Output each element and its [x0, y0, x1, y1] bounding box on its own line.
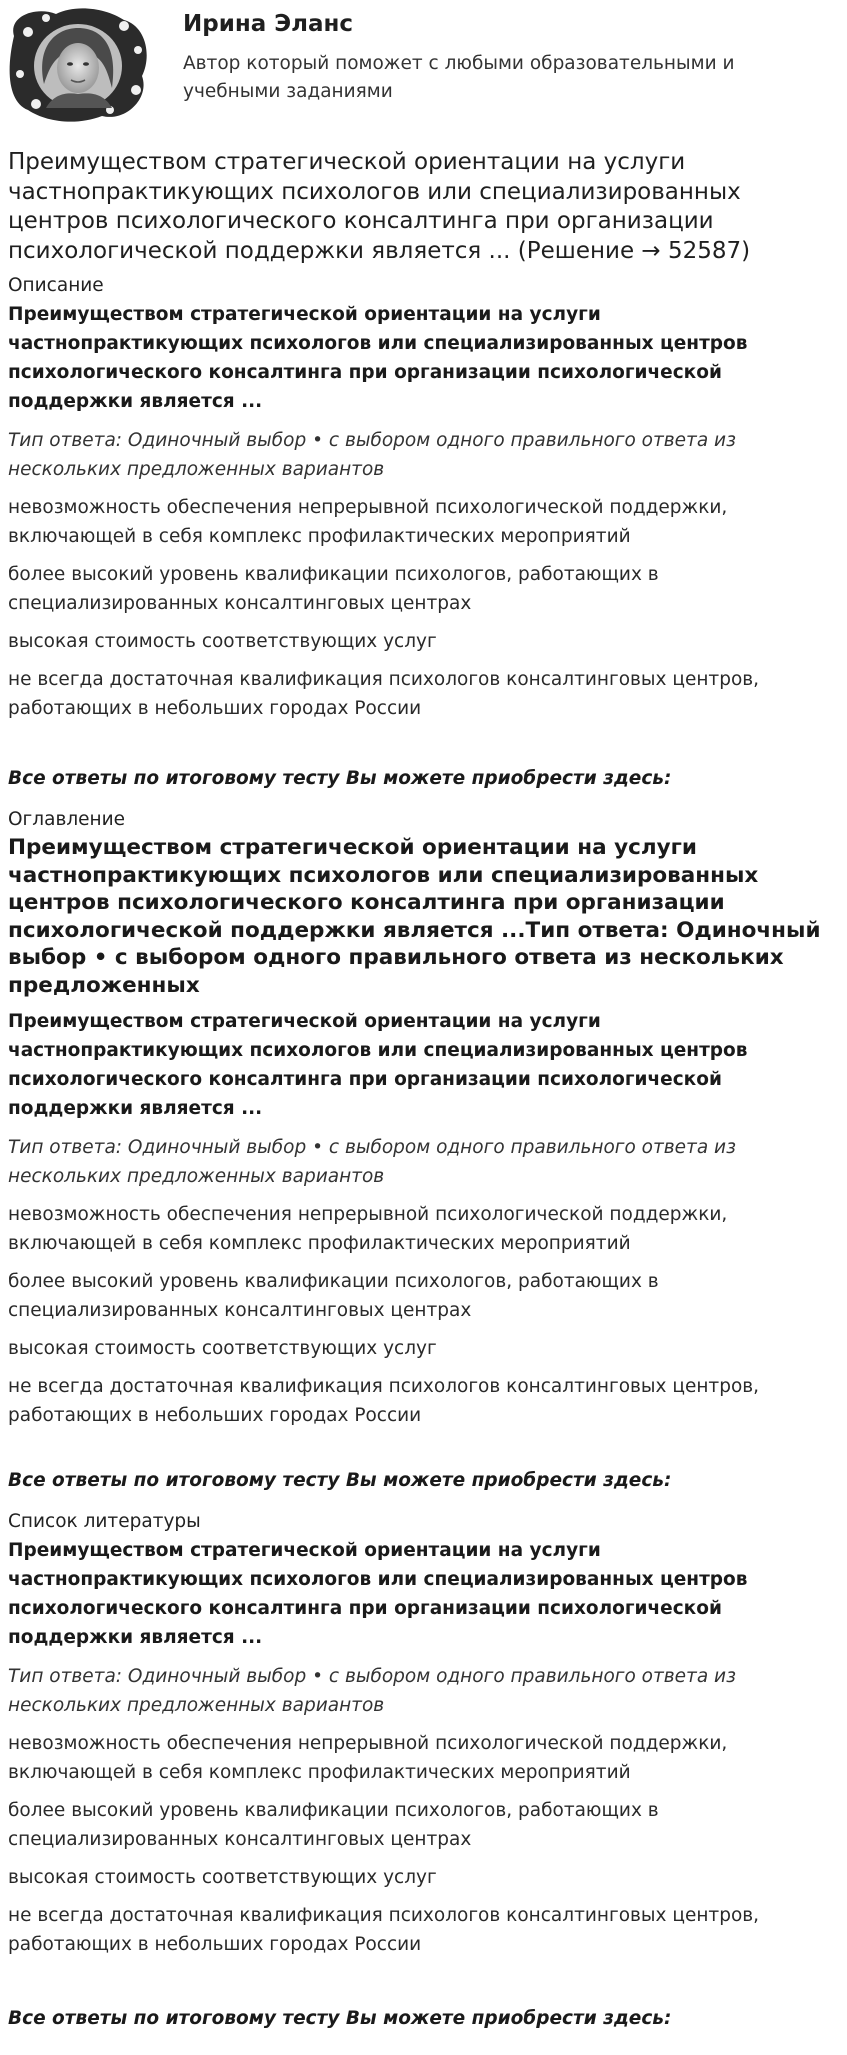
avatar-image: [6, 6, 152, 124]
answer-option: не всегда достаточная квалификация психологов консалтинговых центров, работающих в небольших городах России: [8, 669, 760, 719]
references-section: [8, 1510, 838, 1959]
answer-option: невозможность обеспечения непрерывной психологической поддержки, включающей в себя комплекс профилактических мероприятий: [8, 497, 728, 547]
answer-option: не всегда достаточная квалификация психологов консалтинговых центров, работающих в небольших городах России: [8, 1376, 760, 1426]
answer-option: высокая стоимость соответствующих услуг: [8, 1338, 437, 1359]
section-label: Оглавление: [8, 809, 126, 830]
page-title: Преимуществом стратегической ориентации на услуги частнопрактикующих психологов или специализированных центров психологического консалтинга при организации психологической поддержки является ... (Решение → 52587): [8, 149, 751, 264]
answer-option: высокая стоимость соответствующих услуг: [8, 631, 437, 652]
author-header: [0, 0, 847, 132]
answer-type-text: Тип ответа: Одиночный выбор • с выбором одного правильного ответа из нескольких предложенных вариантов: [8, 430, 736, 480]
buy-answers-link[interactable]: Все ответы по итоговому тесту Вы можете приобрести здесь:: [8, 768, 672, 789]
buy-answers-link[interactable]: Все ответы по итоговому тесту Вы можете приобрести здесь:: [8, 2008, 672, 2029]
answer-option: невозможность обеспечения непрерывной психологической поддержки, включающей в себя комплекс профилактических мероприятий: [8, 1733, 728, 1783]
contents-section: [8, 808, 838, 1430]
question-text: Преимуществом стратегической ориентации на услуги частнопрактикующих психологов или специализированных центров психологического консалтинга при организации психологической поддержки является ...: [8, 1011, 748, 1119]
answer-type-text: Тип ответа: Одиночный выбор • с выбором одного правильного ответа из нескольких предложенных вариантов: [8, 1666, 736, 1716]
author-description: Автор который поможет с любыми образовательными и учебными заданиями: [183, 53, 735, 102]
buy-answers-link[interactable]: Все ответы по итоговому тесту Вы можете приобрести здесь:: [8, 1470, 672, 1491]
answer-type-text: Тип ответа: Одиночный выбор • с выбором одного правильного ответа из нескольких предложенных вариантов: [8, 1137, 736, 1187]
description-section: [8, 274, 838, 723]
answer-option: более высокий уровень квалификации психологов, работающих в специализированных консалтинговых центрах: [8, 1271, 659, 1321]
question-text: Преимуществом стратегической ориентации на услуги частнопрактикующих психологов или специализированных центров психологического консалтинга при организации психологической поддержки является ...: [8, 304, 748, 412]
section-label: Описание: [8, 275, 104, 296]
question-text: Преимуществом стратегической ориентации на услуги частнопрактикующих психологов или специализированных центров психологического консалтинга при организации психологической поддержки является ...: [8, 1540, 748, 1648]
author-photo-avatar[interactable]: [6, 6, 152, 124]
answer-option: более высокий уровень квалификации психологов, работающих в специализированных консалтинговых центрах: [8, 1800, 659, 1850]
answer-option: высокая стоимость соответствующих услуг: [8, 1867, 437, 1888]
answer-option: невозможность обеспечения непрерывной психологической поддержки, включающей в себя комплекс профилактических мероприятий: [8, 1204, 728, 1254]
answer-option: не всегда достаточная квалификация психологов консалтинговых центров, работающих в небольших городах России: [8, 1905, 760, 1955]
section-label: Список литературы: [8, 1511, 201, 1532]
author-name[interactable]: Ирина Эланс: [183, 11, 354, 37]
contents-heading[interactable]: Преимуществом стратегической ориентации на услуги частнопрактикующих психологов или специализированных центров психологического консалтинга при организации психологической поддержки является ...Тип ответа: Одиночный выбор • с выбором одного правильного ответа из нескольких предложенных: [8, 835, 821, 998]
answer-option: более высокий уровень квалификации психологов, работающих в специализированных консалтинговых центрах: [8, 564, 659, 614]
